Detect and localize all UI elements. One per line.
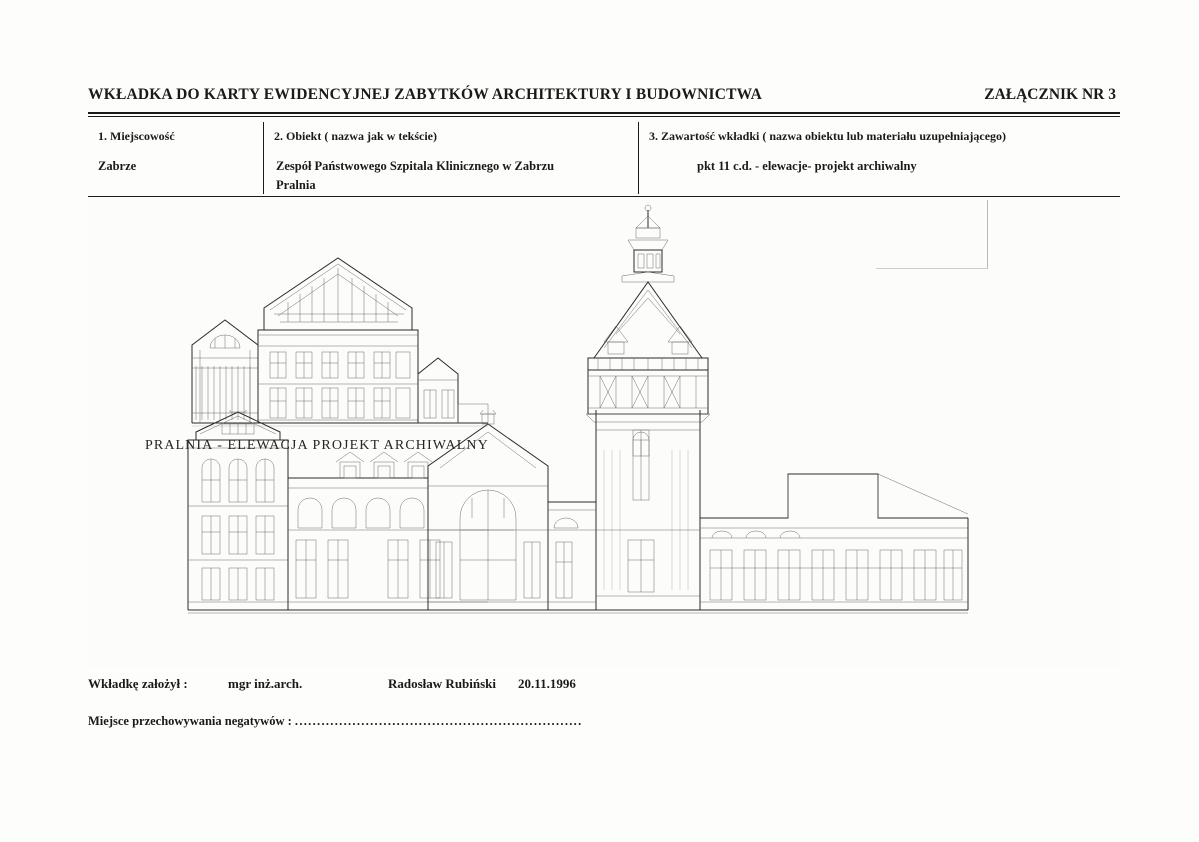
founder-label: Wkładkę założył : — [88, 676, 188, 691]
info-cell-contents — [638, 122, 1120, 194]
table-bottom-divider — [88, 196, 1120, 197]
annex-number: ZAŁĄCZNIK NR 3 — [984, 86, 1116, 103]
scanned-drawing-area — [88, 198, 1120, 668]
locality-label: 1. Miejscowość — [98, 129, 175, 143]
document-footer — [88, 676, 1120, 729]
founder-name: Radosław Rubiński — [388, 676, 497, 691]
header-divider-secondary — [88, 116, 1120, 117]
negatives-dots: ................................................................. — [294, 714, 583, 728]
drawing-caption-upper: PRALNIA - ELEWACJA PROJEKT ARCHIWALNY — [145, 438, 489, 453]
object-label: 2. Obiekt ( nazwa jak w tekście) — [274, 129, 437, 143]
founder-date: 20.11.1996 — [518, 676, 576, 691]
header-divider — [88, 112, 1120, 114]
negatives-label: Miejsce przechowywania negatywów : — [88, 714, 295, 728]
info-cell-locality — [88, 122, 263, 194]
contents-value: pkt 11 c.d. - elewacje- projekt archiwalny — [697, 159, 917, 173]
document-header — [88, 86, 1120, 104]
info-cell-object — [263, 122, 638, 194]
contents-label: 3. Zawartość wkładki ( nazwa obiektu lub materiału uzupełniającego) — [649, 129, 1007, 143]
founder-degree: mgr inż.arch. — [228, 676, 303, 691]
locality-value: Zabrze — [98, 159, 137, 173]
founder-line — [88, 676, 1120, 692]
page-title: WKŁADKA DO KARTY EWIDENCYJNEJ ZABYTKÓW ARCHITEKTURY I BUDOWNICTWA — [88, 86, 763, 103]
object-value-line1: Zespół Państwowego Szpitala Klinicznego w Zabrzu — [276, 159, 555, 173]
negatives-line — [88, 714, 1120, 729]
info-table — [88, 122, 1120, 194]
object-value-line2: Pralnia — [276, 177, 316, 192]
